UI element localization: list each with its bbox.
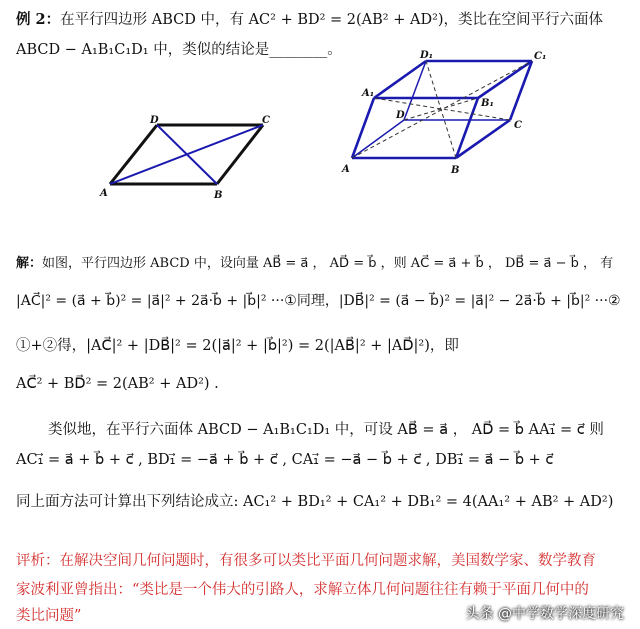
label-C: C (262, 115, 270, 126)
label-B1: B₁ (481, 98, 494, 109)
parallelogram-figure (95, 112, 280, 202)
solution-line-6: AC₁⃗ = a⃗ + b⃗ + c⃗ , BD₁⃗ = −a⃗ + b⃗ + c⃗ , CA₁⃗ = −a⃗ − b⃗ + c⃗ , DB₁⃗ = a⃗ − b⃗ + c⃗ (16, 452, 554, 468)
comment-line-1: 评析：在解决空间几何问题时，有很多可以类比平面几何问题求解，美国数学家、数学教育 (16, 553, 596, 569)
comment-line-3: 类比问题” (16, 608, 82, 624)
solution-line-5: 类似地，在平行六面体 ABCD − A₁B₁C₁D₁ 中，可设 AB⃗ = a⃗ ， AD⃗ = b⃗ AA₁⃗ = c⃗ 则 (48, 422, 604, 438)
problem-text-1: 在平行四边形 ABCD 中，有 AC² + BD² = 2(AB² + AD²)，类比在空间平行六面体 (60, 12, 604, 28)
label-C: C (514, 120, 522, 131)
solution-line-2: |AC⃗|² = (a⃗ + b⃗)² = |a⃗|² + 2a⃗·b⃗ + |b⃗|² ···①同理，|DB⃗|² = (a⃗ − b⃗)² = |a⃗|² − 2a⃗·b⃗ + |b⃗|² ···② (16, 293, 621, 309)
label-D1: D₁ (420, 50, 434, 61)
problem-line-1 (16, 8, 603, 29)
solution-line-4: AC⃗² + BD⃗² = 2(AB² + AD²) . (16, 376, 219, 392)
problem-line-2: ABCD − A₁B₁C₁D₁ 中，类似的结论是________。 (16, 42, 342, 58)
watermark: 头条 @中学数学深度研究 (465, 606, 624, 622)
comment-line-2: 家波利亚曾指出：“类比是一个伟大的引路人，求解立体几何问题往往有赖于平面几何中的 (16, 582, 589, 598)
solution-line-1 (16, 252, 613, 271)
problem-label: 例 2： (16, 11, 61, 28)
label-A: A (100, 188, 108, 199)
solution-line-3: ①+②得，|AC⃗|² + |DB⃗|² = 2(|a⃗|² + |b⃗|²) = 2(|AB⃗|² + |AD⃗|²)，即 (16, 338, 459, 354)
solution-line-7: 同上面方法可计算出下列结论成立: AC₁² + BD₁² + CA₁² + DB₁² = 4(AA₁² + AB² + AD²) (16, 494, 614, 510)
solution-label: 解： (16, 256, 43, 271)
label-C1: C₁ (534, 51, 547, 62)
label-D: D (150, 115, 159, 126)
label-D: D (396, 110, 405, 121)
label-A1: A₁ (362, 88, 375, 99)
solution-text-1: 如图，平行四边形 ABCD 中，设向量 AB⃗ = a⃗ ， AD⃗ = b⃗ ，则 AC⃗ = a⃗ + b⃗ ， DB⃗ = a⃗ − b⃗ ， 有 (42, 256, 614, 271)
label-B: B (214, 190, 223, 201)
label-B: B (451, 165, 460, 176)
label-A: A (342, 164, 350, 175)
parallelepiped-figure (338, 48, 558, 180)
